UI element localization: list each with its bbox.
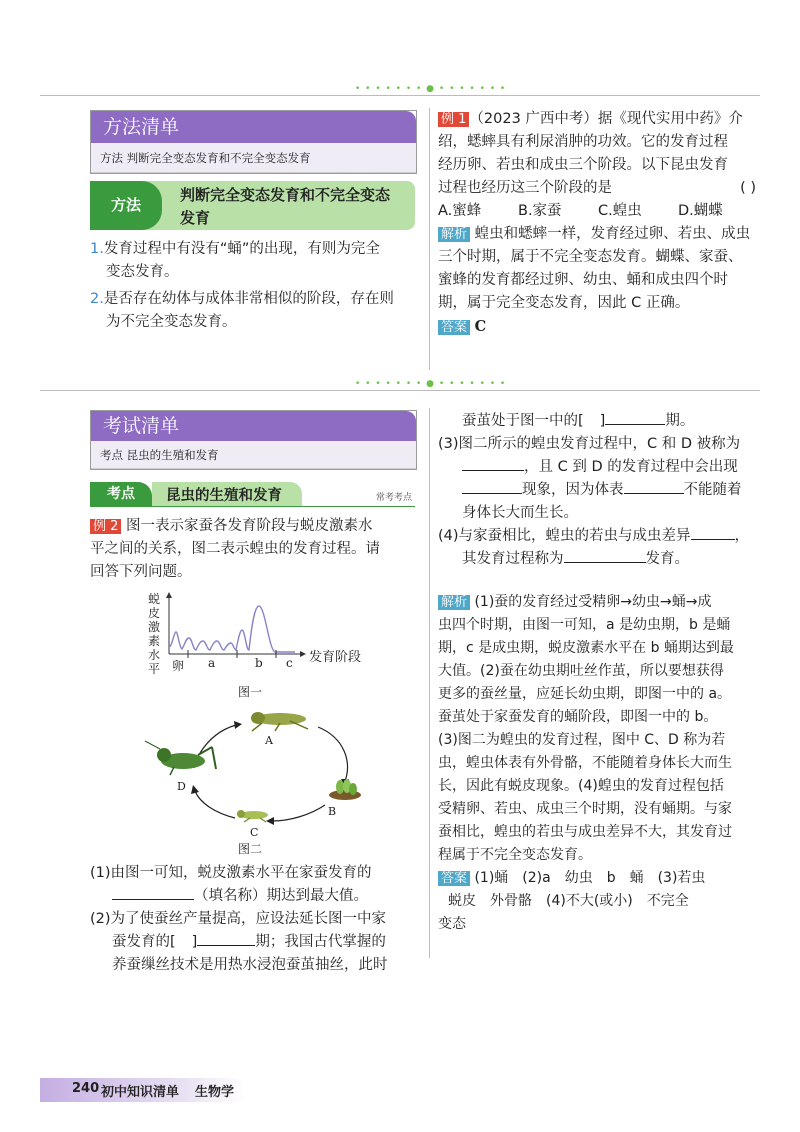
q3-blank-1[interactable]: [462, 456, 524, 471]
q2-text-post2: 期。: [665, 413, 695, 429]
q4-text-3: 发育。: [645, 551, 689, 567]
q3-text-4: 不能随着: [683, 482, 742, 498]
option-d: D.蝴蝶: [678, 203, 723, 219]
item-num: 1.: [90, 241, 104, 257]
arrow-c-d: [195, 791, 235, 818]
q2-line1: (2)为了使蚕丝产量提高，应设法延长图一中家: [90, 911, 387, 927]
q3-line2: [438, 456, 768, 479]
answer-paren: ( ): [740, 180, 756, 196]
q2-blank-2[interactable]: [605, 410, 665, 425]
column-divider-bottom: [429, 408, 430, 958]
q4-text-2: 其发育过程称为: [462, 551, 564, 567]
ylabel-char: 激: [148, 620, 161, 634]
x-arrow: [300, 651, 306, 657]
option-b: B.家蚕: [518, 203, 562, 219]
top-rule: [40, 95, 760, 96]
arrow-a-b: [318, 727, 348, 781]
answer2-line2: 蜕皮 外骨骼 (4)不大(或小) 不完全: [448, 893, 689, 909]
q4-blank-1[interactable]: [691, 525, 735, 540]
item-text: 发育过程中有没有“蛹”的出现，有则为完全: [103, 241, 380, 257]
q1-line2: [90, 885, 420, 908]
answer2-text-1: (1)蛹 (2)a 幼虫 b 蛹 (3)若虫: [474, 870, 706, 886]
explain2-line9: 长，因此有蜕皮现象。(4)蝗虫的发育过程包括: [438, 778, 724, 794]
exam-title: 昆虫的生殖和发育: [166, 488, 282, 504]
column-divider-top: [429, 108, 430, 370]
figure2-label-d: D: [177, 780, 186, 793]
jiexi-label-2: 解析: [438, 595, 470, 610]
jiexi-label: 解析: [438, 227, 470, 242]
figure2-label-b: B: [328, 805, 337, 818]
ylabel-char: 水: [148, 648, 161, 662]
q4-line2: [438, 548, 768, 571]
explain2-text: (1)蚕的发育经过受精卵→幼虫→蛹→成: [474, 594, 712, 610]
q2-line4: 蚕茧处于图一中的[ ] 期。: [438, 410, 768, 433]
exam-list-sub: 考点 昆虫的生殖和发育: [91, 441, 416, 469]
q4-text-1: (4)与家蚕相比，蝗虫的若虫与成虫差异: [438, 528, 691, 544]
arrow-d-a-head: [234, 721, 242, 729]
answer-value: C: [474, 318, 487, 335]
example1-explain-3: 蜜蜂的发育都经过卵、幼虫、蛹和成虫四个时: [438, 272, 728, 288]
nymph-c: [237, 810, 268, 822]
example1-text4: 过程也经历这三个阶段的是: [438, 180, 612, 196]
explain2-line7: (3)图二为蝗虫的发育过程，图中 C、D 称为若: [438, 732, 726, 748]
explain2-line6: 蚕茧处于家蚕发育的蛹阶段，即图一中的 b。: [438, 709, 718, 725]
q2-line3: 养蚕缫丝技术是用热水浸泡蚕茧抽丝，此时: [112, 957, 388, 973]
arrow-d-a: [200, 725, 236, 753]
explain2-line12: 程属于不完全变态发育。: [438, 847, 592, 863]
method-tag: 方法: [90, 181, 162, 230]
option-a: A.蜜蜂: [438, 203, 482, 219]
answer2-line3: 变态: [438, 916, 466, 932]
option-c: C.蝗虫: [598, 203, 642, 219]
questions-left: [90, 862, 420, 977]
ylabel-char: 平: [148, 662, 161, 676]
q3-text-3: 现象，因为体表: [522, 482, 624, 498]
example1-line4: [438, 177, 768, 200]
answer2-line1: [438, 867, 768, 890]
q3-blank-2[interactable]: [462, 479, 522, 494]
figure2-cycle: [140, 703, 380, 848]
example1-block: [438, 108, 768, 339]
answer-label: 答案: [438, 320, 470, 335]
item-text-2: 为不完全变态发育。: [106, 314, 237, 330]
item-text-2: 变态发育。: [106, 264, 179, 280]
footer-page-number: 240: [72, 1081, 100, 1096]
arrow-b-c: [272, 805, 325, 821]
q1-blank[interactable]: [112, 885, 194, 900]
explain2-line3: 期，c 是成虫期，蜕皮激素水平在 b 蛹期达到最: [438, 640, 734, 656]
footer-subject: 生物学: [195, 1085, 235, 1100]
tick-label-b: b: [255, 656, 263, 670]
explain2-line11: 蚕相比，蝗虫的若虫与成虫差异不大，其发育过: [438, 824, 732, 840]
q1-line1: (1)由图一可知，蜕皮激素水平在家蚕发育的: [90, 865, 372, 881]
q1-text: （填名称）期达到最大值。: [194, 888, 368, 904]
example1-label: 例 1: [438, 112, 469, 127]
exam-list-box: [90, 410, 417, 470]
explain2-line10: 受精卵、若虫、成虫三个时期，没有蛹期。与家: [438, 801, 732, 817]
method-item-2: [90, 288, 420, 334]
example2-label: 例 2: [90, 519, 121, 534]
tick-label-egg: 卵: [172, 659, 185, 673]
figure1: [145, 592, 385, 702]
grasshopper-a: [251, 712, 308, 731]
arrow-b-c-head: [266, 817, 274, 825]
explain2-line8: 虫，蝗虫体表有外骨骼，不能随着身体长大而生: [438, 755, 732, 771]
q2-text-pre: 蚕发育的[: [112, 934, 176, 950]
q3-blank-3[interactable]: [624, 479, 684, 494]
method-item-1: [90, 238, 420, 284]
item-text: 是否存在幼体与成体非常相似的阶段，存在则: [103, 291, 394, 307]
q2-text-post: 期；我国古代掌握的: [255, 934, 386, 950]
exam-note: 常考考点: [376, 493, 413, 503]
ylabel-char: 蜕: [148, 592, 161, 606]
explain2-line4: 大值。(2)蚕在幼虫期吐丝作茧，所以要想获得: [438, 663, 724, 679]
q2-line2: 蚕发育的[ ] 期；我国古代掌握的: [90, 931, 420, 954]
example2-intro: [90, 515, 420, 584]
ylabel-char: 素: [148, 634, 161, 648]
y-arrow: [166, 592, 172, 598]
method-title-line2: 发育: [180, 209, 211, 227]
q4-blank-2[interactable]: [564, 548, 646, 563]
ylabel-char: 皮: [148, 606, 161, 620]
figure2-label-c: C: [250, 826, 259, 839]
top-rule-dots: • • • • • • • ● • • • • • • •: [355, 84, 507, 94]
arrow-c-d-head: [191, 785, 199, 794]
exam-list-header: 考试清单: [91, 411, 416, 441]
figure2-label-a: A: [265, 734, 273, 747]
q4-line1: [438, 525, 768, 548]
tick-label-c: c: [286, 656, 293, 670]
method-list-sub: 方法 判断完全变态发育和不完全变态发育: [91, 143, 416, 173]
explain2-line5: 更多的蚕丝量，应延长幼虫期，即图一中的 a。: [438, 686, 732, 702]
figure2-caption: 图二: [238, 842, 263, 856]
example2-line2: 平之间的关系，图二表示蝗虫的发育过程。请: [90, 541, 380, 557]
figure1-xlabel: 发育阶段: [309, 650, 362, 665]
method-list-header: 方法清单: [91, 111, 416, 143]
exam-title-underline: [90, 506, 415, 507]
example2-explanation: [438, 591, 768, 936]
q3-text-2: ，且 C 到 D 的发育过程中会出现: [524, 459, 738, 475]
figure1-caption: 图一: [238, 685, 263, 699]
example1-explain-1: [438, 223, 768, 246]
tick-label-a: a: [208, 656, 216, 670]
explain-text: 蝗虫和蟋蟀一样，发育经过卵、若虫、成虫: [474, 226, 751, 242]
example2-text1: 图一表示家蚕各发育阶段与蜕皮激素水: [126, 518, 373, 534]
hormone-curve: [169, 606, 295, 652]
exam-tag: 考点: [90, 482, 152, 506]
questions-right: [438, 410, 768, 571]
example1-explain-2: 三个时期，属于不完全变态发育。蝴蝶、家蚕、: [438, 249, 743, 265]
method-list-box: [90, 110, 417, 174]
middle-rule: [40, 390, 760, 391]
explain2-line2: 虫四个时期，由图一可知，a 是幼虫期，b 是蛹: [438, 617, 731, 633]
q3-line1: (3)图二所示的蝗虫发育过程中，C 和 D 被称为: [438, 436, 741, 452]
eggs-b: [329, 779, 361, 800]
example1-line2: 绍，蟋蟀具有利尿消肿的功效。它的发育过程: [438, 134, 728, 150]
example1-explain-4: 期，属于完全变态发育，因此 C 正确。: [438, 295, 690, 311]
example1-line1: [438, 108, 768, 131]
explain2-line1: [438, 591, 768, 614]
example2-line3: 回答下列问题。: [90, 564, 192, 580]
q3-line3: [438, 479, 768, 502]
q3-line4: 身体长大而生长。: [462, 505, 578, 521]
q4-comma: ，: [734, 528, 750, 544]
example1-options: [438, 200, 768, 223]
q2-blank[interactable]: [197, 931, 255, 946]
q2-text-pre2: 蚕茧处于图一中的[: [462, 413, 584, 429]
example1-text1: （2023 广西中考）据《现代实用中药》介: [469, 111, 743, 127]
method-title-line1: 判断完全变态发育和不完全变态: [180, 186, 391, 204]
example2-line1: [90, 515, 420, 538]
middle-rule-dots: • • • • • • • ● • • • • • • •: [355, 379, 507, 389]
example1-line3: 经历卵、若虫和成虫三个阶段。以下昆虫发育: [438, 157, 728, 173]
footer-book-title: 初中知识清单: [101, 1085, 180, 1100]
answer-label-2: 答案: [438, 871, 470, 886]
example1-answer: [438, 315, 768, 339]
item-num: 2.: [90, 291, 104, 307]
